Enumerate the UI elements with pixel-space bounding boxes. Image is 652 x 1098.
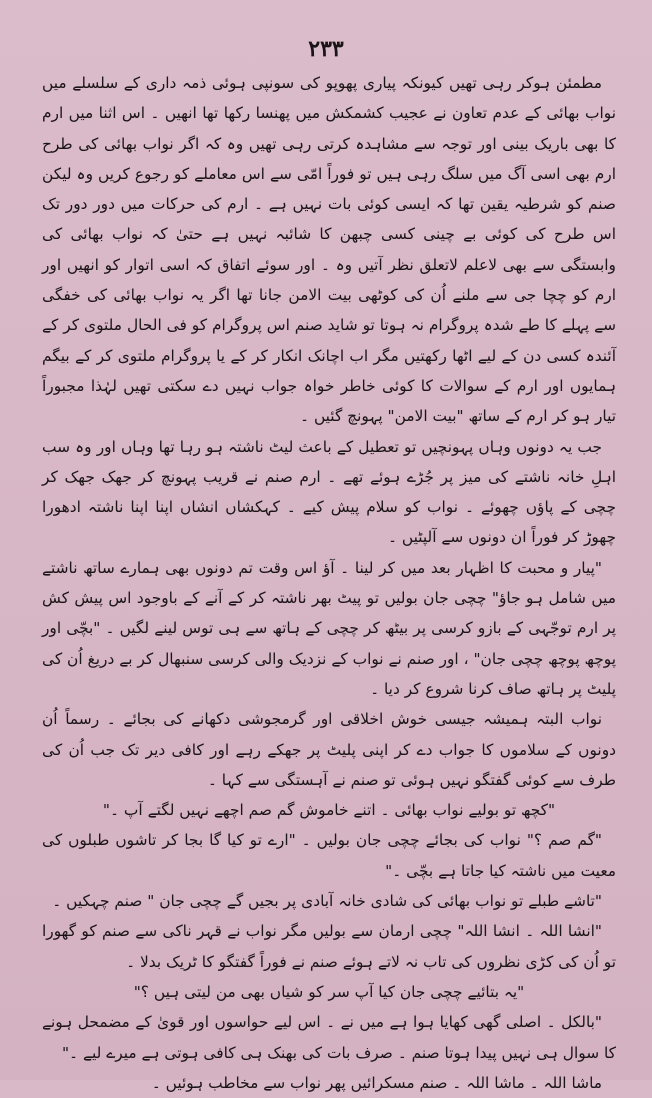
page-number: ۲۳۳ [308,36,344,62]
paragraph: "پیار و محبت کا اظہار بعد میں کر لینا ۔ آؤ اس وقت تم دونوں بھی ہمارے ساتھ ناشتے میں شامل ہو جاؤ" چچی جان بولیں تو پیٹ بھر ناشتہ کر کے آنے کے باوجود اس پیش کش پر ارم توجّہی کے بازو کرسی پر بیٹھ کر چچی کے ہاتھ سے ہی توس لینے لگیں ۔ "بچّی اور پوچھ پوچھ چچی جان" ، اور صنم نے نواب کے نزدیک والی کرسی سنبھال کر بے دریغ اُن کی پلیٹ پر ہاتھ صاف کرنا شروع کر دیا ۔ [42,558,616,698]
paragraph: "تاشے طبلے تو نواب بھائی کی شادی خانہ آبادی پر بجیں گے چچی جان " صنم چہکیں ۔ [52,892,602,911]
paragraph: نواب البتہ ہمیشہ جیسی خوش اخلاقی اور گرمجوشی دکھانے کی بجائے ۔ رسماً اُن دونوں کے سلاموں کا جواب دے کر اپنی پلیٹ پر جھکے رہے اور کافی دیر تک جب اُن کی طرف سے کوئی گفتگو نہیں ہوئی تو صنم نے آہستگی سے کہا ۔ [42,710,616,789]
paragraph: "گم صم ؟" نواب کی بجائے چچی جان بولیں ۔ "ارے تو کیا گا بجا کر تاشوں طبلوں کی معیت میں ناشتہ کیا جاتا ہے بچّی ۔" [42,831,616,880]
paragraph: مطمئن ہوکر رہی تھیں کیونکہ پیاری پھوپو کی سونپی ہوئی ذمہ داری کے سلسلے میں نواب بھائی کے عدم تعاون نے عجیب کشمکش میں پھنسا رکھا تھا انھیں ۔ اس اثنا میں ارم کا بھی باریک بینی اور توجہ سے مشاہدہ کرتی رہی تھیں وہ کہ اگر نواب بھائی کی طرح ارم بھی اسی آگ میں سلگ رہی ہیں تو فوراً امّی سے اس معاملے کو رجوع کریں وہ لیکن صنم کو شرطیہ یقین تھا کہ ایسی کوئی بات نہیں ہے ۔ ارم کی حرکات میں دور دور تک اس طرح کی کوئی بے چینی کسی چبھن کا شائبہ نہیں ہے حتیٰ کہ نواب بھائی کی وابستگی سے بھی لاعلم لاتعلق نظر آتیں وہ ۔ اور سوئے اتفاق کہ اسی اتوار کو انھیں اور ارم کو چچا جی سے ملنے اُن کی کوٹھی بیت الامن جانا تھا اگر یہ نواب بھائی کی خفگی سے پہلے کا طے شدہ پروگرام نہ ہوتا تو شاید صنم اس پروگرام کو فی الحال ملتوی کر کے آئندہ کسی دن کے لیے اٹھا رکھتیں مگر اب اچانک انکار کر کے یا پروگرام ملتوی کر کے بیگم ہمایوں اور ارم کے سوالات کا کوئی خاطر خواہ جواب نہیں دے سکتی تھیں لہٰذا مجبوراً تیار ہو کر ارم کے ساتھ "بیت الامن" پہونچ گئیں ۔ [42,74,616,426]
body-text [42,68,616,1092]
paragraph: "بالکل ۔ اصلی گھی کھایا ہوا ہے میں نے ۔ اس لیے حواسوں اور قویٰ کے مضمحل ہونے کا سوال ہی نہیں پیدا ہوتا صنم ۔ صرف بات کی بھنک ہی کافی ہوتی ہے میرے لیے ۔" [42,1013,616,1062]
paragraph: ماشا اللہ ۔ ماشا اللہ ۔ صنم مسکرائیں پھر نواب سے مخاطب ہوئیں ۔ [151,1073,602,1092]
paragraph: "کچھ تو بولیے نواب بھائی ۔ اتنے خاموش گم صم اچھے نہیں لگتے آپ ۔" [102,801,556,820]
paragraph: "انشا اللہ ۔ انشا اللہ" چچی ارمان سے بولیں مگر نواب نے قہر ناکی سے صنم کو گھورا تو اُن کی کڑی نظروں کی تاب نہ لاتے ہوئے صنم نے فوراً گفتگو کا ٹریک بدلا ۔ [42,922,616,971]
paragraph: "یہ بتائیے چچی جان کیا آپ سر کو شیاں بھی من لیتی ہیں ؟" [133,982,525,1001]
paragraph: جب یہ دونوں وہاں پہونچیں تو تعطیل کے باعث لیٹ ناشتہ ہو رہا تھا وہاں اور وہ سب اہلِ خانہ ناشتے کی میز پر جُڑے ہوئے تھے ۔ ارم صنم نے قریب پہونچ کر جھک جھک کر چچی کے پاؤں چھوئے ۔ نواب کو سلام پیش کیے ۔ کہکشاں انشاں اپنا اپنا ناشتہ ادھورا چھوڑ کر فوراً ان دونوں سے آلپٹیں ۔ [42,437,616,547]
